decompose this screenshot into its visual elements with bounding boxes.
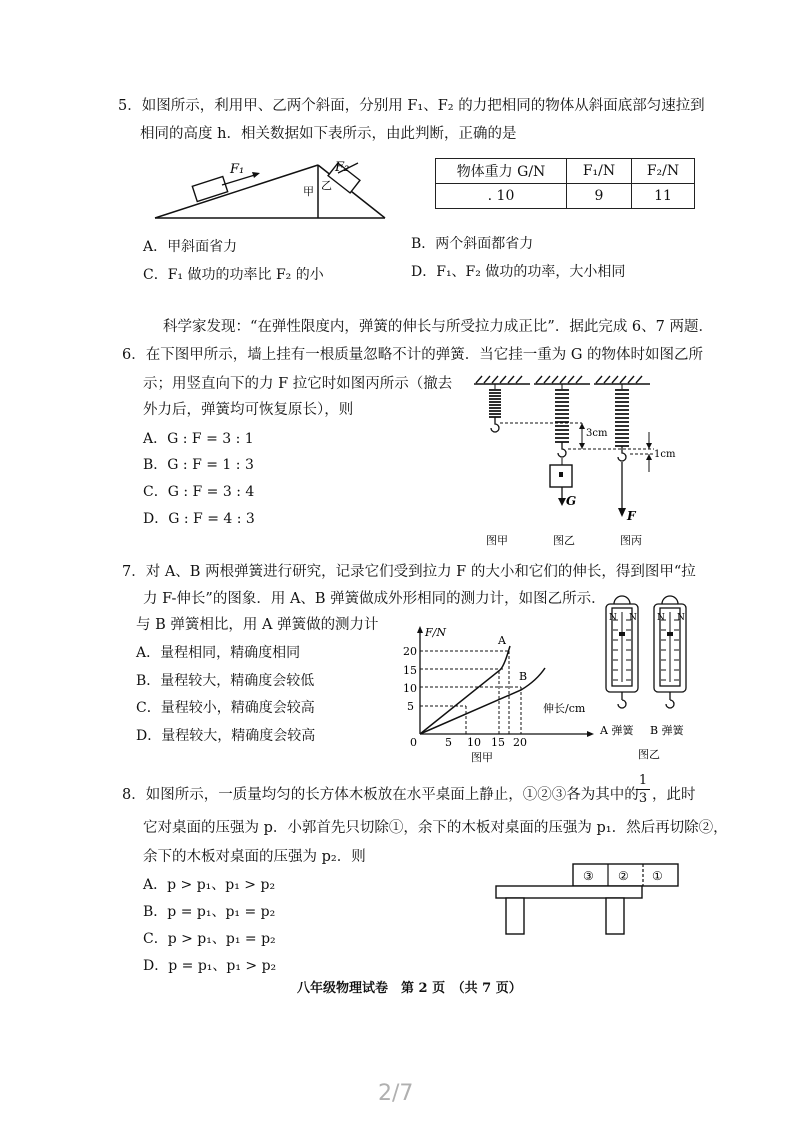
q7-curve-b-label: B — [519, 670, 528, 683]
q6-caption-yi: 图乙 — [553, 534, 575, 547]
q7-meter-a-n2: N — [629, 613, 637, 623]
q8-stem-line3: 余下的木板对桌面的压强为 p₂．则 — [143, 849, 366, 865]
q7-ylabel: F/N — [425, 626, 446, 639]
q5-incline-figure — [150, 155, 395, 225]
q5-option-a: A．甲斜面省力 — [143, 239, 238, 255]
q7-ytick-5: 5 — [407, 700, 414, 713]
q8-option-b: B．p = p₁、p₁ = p₂ — [143, 904, 276, 920]
table-cell: 11 — [632, 184, 695, 209]
q5-f1-label: F₁ — [230, 162, 245, 177]
q6-option-c: C．G : F = 3 : 4 — [143, 484, 255, 500]
q8-section-2: ② — [618, 869, 629, 883]
q6-stem-line3: 外力后，弹簧均可恢复原长），则 — [143, 402, 354, 418]
q7-option-a: A．量程相同，精确度相同 — [136, 645, 301, 661]
page-indicator: 2/7 — [378, 1081, 414, 1106]
q7-origin: 0 — [410, 736, 417, 749]
q7-option-c: C．量程较小，精确度会较高 — [136, 700, 315, 716]
q8-fraction-numerator: 1 — [638, 773, 648, 788]
q7-meter-a-label: A 弹簧 — [600, 724, 634, 737]
q8-section-3: ③ — [583, 869, 594, 883]
table-row — [436, 184, 695, 209]
q7-meter-b-label: B 弹簧 — [650, 724, 684, 737]
q7-xtick-15: 15 — [491, 736, 505, 749]
q8-stem-line1: 8．如图所示，一质量均匀的长方体木板放在水平桌面上静止，①②③各为其中的 — [122, 787, 639, 803]
table-cell: . 10 — [436, 184, 567, 209]
q7-meters-caption: 图乙 — [638, 748, 660, 761]
q8-table-figure — [490, 860, 690, 940]
q7-xtick-10: 10 — [467, 736, 481, 749]
q6-spring-figure — [462, 372, 682, 547]
q8-fraction — [636, 774, 650, 805]
q5-f2-label: F₂ — [335, 160, 350, 175]
q8-stem-line2: 它对桌面的压强为 p．小郭首先只切除①，余下的木板对桌面的压强为 p₁．然后再切除②， — [143, 820, 728, 836]
table-header-cell: F₁/N — [567, 159, 632, 184]
q6-option-d: D．G : F = 4 : 3 — [143, 511, 255, 527]
q7-xtick-5: 5 — [445, 736, 452, 749]
q6-3cm-label: 3cm — [586, 428, 608, 439]
q6-caption-bing: 图丙 — [620, 534, 642, 547]
q7-graph — [393, 622, 605, 764]
q6-g-label: G — [566, 494, 577, 508]
fraction-bar — [636, 789, 650, 790]
q5-stem-line2: 相同的高度 h．相关数据如下表所示，由此判断，正确的是 — [140, 126, 517, 142]
q7-stem-line2: 力 F-伸长”的图象．用 A、B 弹簧做成外形相同的测力计，如图乙所示． — [143, 591, 606, 607]
q7-meter-b-n1: N — [657, 613, 665, 623]
table-row — [436, 159, 695, 184]
table-header-cell: 物体重力 G/N — [436, 159, 567, 184]
q7-xtick-20: 20 — [513, 736, 527, 749]
q6-option-b: B．G : F = 1 : 3 — [143, 457, 254, 473]
q5-jia-label: 甲 — [303, 185, 314, 198]
q6-stem-line2: 示；用竖直向下的力 F 拉它时如图丙所示（撤去 — [143, 376, 453, 392]
q7-curve-a-label: A — [498, 634, 506, 647]
q7-meter-a-n1: N — [609, 613, 617, 623]
q7-ytick-10: 10 — [403, 682, 417, 695]
q7-meter-b-n2: N — [677, 613, 685, 623]
q6-option-a: A．G : F = 3 : 1 — [143, 431, 254, 447]
q5-data-table — [435, 158, 695, 209]
q7-ytick-15: 15 — [403, 664, 417, 677]
q7-option-d: D．量程较大，精确度会较高 — [136, 728, 316, 744]
q5-option-b: B．两个斜面都省力 — [411, 236, 534, 252]
q5-yi-label: 乙 — [321, 179, 332, 192]
q5-stem-line1: 5．如图所示，利用甲、乙两个斜面，分别用 F₁、F₂ 的力把相同的物体从斜面底部匀速拉到 — [118, 98, 705, 114]
q5-option-c: C．F₁ 做功的功率比 F₂ 的小 — [143, 267, 324, 283]
q6-1cm-label: 1cm — [654, 449, 676, 460]
q6-f-label: F — [627, 509, 636, 523]
q7-meters-figure — [598, 590, 710, 768]
q7-graph-caption: 图甲 — [471, 751, 493, 764]
q5-option-d: D．F₁、F₂ 做功的功率，大小相同 — [411, 264, 626, 280]
q8-option-c: C．p > p₁、p₁ = p₂ — [143, 931, 276, 947]
q8-option-a: A．p > p₁、p₁ > p₂ — [143, 877, 276, 893]
q8-fraction-denominator: 3 — [638, 791, 648, 806]
q7-stem-line3: 与 B 弹簧相比，用 A 弹簧做的测力计 — [136, 617, 379, 633]
q8-section-1: ① — [652, 869, 663, 883]
page-footer: 八年级物理试卷 第 2 页 （共 7 页） — [297, 981, 522, 996]
q8-stem-line1-end: ，此时 — [652, 787, 696, 803]
q7-stem-line1: 7．对 A、B 两根弹簧进行研究，记录它们受到拉力 F 的大小和它们的伸长，得到图甲“拉 — [122, 564, 696, 580]
q6-caption-jia: 图甲 — [486, 534, 508, 547]
q7-option-b: B．量程较大，精确度会较低 — [136, 673, 315, 689]
q7-ytick-20: 20 — [403, 645, 417, 658]
table-header-cell: F₂/N — [632, 159, 695, 184]
q7-xlabel: 伸长/cm — [543, 702, 586, 715]
table-cell: 9 — [567, 184, 632, 209]
q6-stem-line1: 6．在下图甲所示，墙上挂有一根质量忽略不计的弹簧．当它挂一重为 G 的物体时如图乙所 — [122, 347, 704, 363]
q8-option-d: D．p = p₁、p₁ > p₂ — [143, 958, 277, 974]
intro-text: 科学家发现：“在弹性限度内，弹簧的伸长与所受拉力成正比”．据此完成 6、7 两题． — [163, 319, 713, 335]
